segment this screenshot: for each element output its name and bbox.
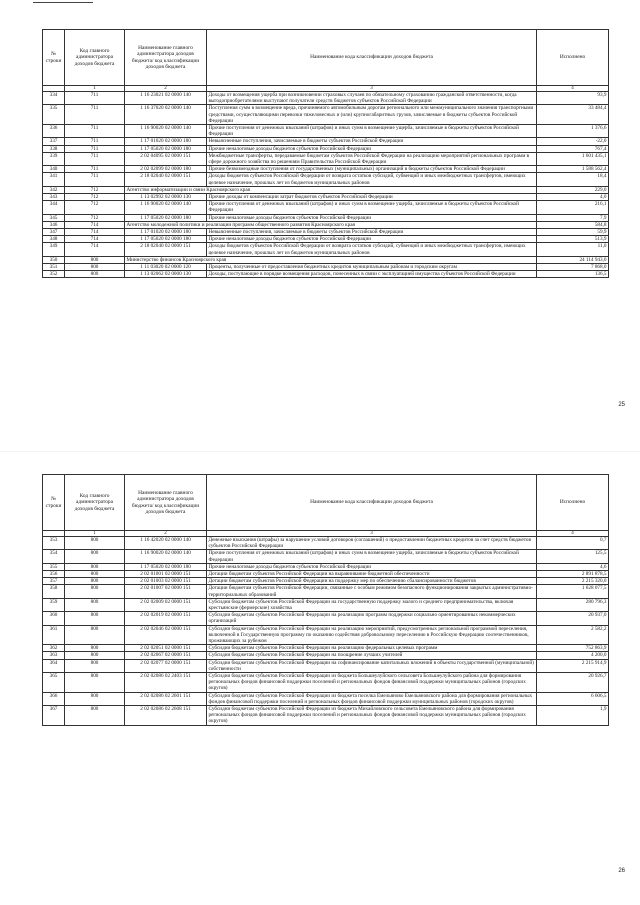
row-number-cell: 352 [43, 271, 65, 278]
admin-code-cell: 800 [65, 652, 125, 659]
row-number-cell: 335 [43, 105, 65, 125]
row-number-cell: 351 [43, 264, 65, 271]
classification-code-cell: 2 18 02040 02 0000 151 [125, 243, 207, 256]
table-row [43, 563, 609, 570]
admin-code-cell: 800 [65, 598, 125, 611]
table-row [43, 645, 609, 652]
executed-amount-cell: 1 376,6 [537, 125, 609, 138]
row-number-cell: 343 [43, 194, 65, 201]
row-number-cell: 362 [43, 645, 65, 652]
classification-code-cell: 1 17 05020 02 0000 180 [125, 236, 207, 243]
classification-code-cell: 1 17 05020 02 0000 180 [125, 563, 207, 570]
table-row [43, 105, 609, 125]
administrator-name-cell: Агентство информатизации и связи Красноярского края [125, 186, 537, 193]
admin-code-cell: 711 [65, 92, 125, 105]
admin-code-cell: 800 [65, 585, 125, 598]
classification-code-cell: 2 02 02077 02 0000 151 [125, 659, 207, 672]
budget-table [42, 474, 609, 726]
table-row [43, 264, 609, 271]
executed-amount-cell: 33 484,4 [537, 105, 609, 125]
column-number: 4 [537, 86, 609, 92]
executed-amount-cell: 0,7 [537, 537, 609, 550]
income-name-cell: Доходы бюджетов субъектов Российской Федерации от возврата остатков субсидий, субвенций и иных межбюджетных трансфертов, имеющих целевое назначение, прошлых лет из бюджетов муниципальных районов [207, 243, 537, 256]
header-name: Наименование кода классификации доходов бюджета [207, 475, 537, 531]
income-name-cell: Субсидии бюджетам субъектов Российской Федерации на софинансирование капитальных вложений в объекты государственной (муниципальной) собственности [207, 659, 537, 672]
executed-amount-cell: 18,4 [537, 173, 609, 186]
executed-amount-cell: 229,0 [537, 186, 609, 193]
classification-code-cell: 2 02 02086 02 2601 151 [125, 692, 207, 705]
table-row [43, 125, 609, 138]
row-number-cell: 367 [43, 706, 65, 726]
row-number-cell: 357 [43, 578, 65, 585]
header-executed: Исполнено [537, 30, 609, 86]
header-row-number: № строки [43, 475, 65, 531]
classification-code-cell: 2 02 02067 02 0000 151 [125, 652, 207, 659]
income-name-cell: Субсидии бюджетам субъектов Российской Федерации на государственную поддержку малого и среднего предпринимательства, включая крестьянские (фермерские) хозяйства [207, 598, 537, 611]
row-number-cell: 365 [43, 673, 65, 693]
admin-code-cell: 800 [65, 645, 125, 652]
classification-code-cell: 1 13 02062 02 0000 130 [125, 271, 207, 278]
income-name-cell: Денежные взыскания (штрафы) за нарушение условий договоров (соглашений) о предоставлении бюджетных кредитов за счет средств бюджетов субъектов Российской Федерации [207, 537, 537, 550]
classification-code-cell: 2 02 02099 02 0000 180 [125, 166, 207, 173]
executed-amount-cell: 2 891 878,5 [537, 571, 609, 578]
income-name-cell: Субсидии бюджетам субъектов Российской Федерации на реализацию федеральных целевых программ [207, 645, 537, 652]
table-row [43, 550, 609, 563]
income-name-cell: Прочие неналоговые доходы бюджетов субъектов Российской Федерации [207, 563, 537, 570]
row-number-cell: 355 [43, 563, 65, 570]
header-row-number: № строки [43, 30, 65, 86]
admin-code-cell: 800 [65, 692, 125, 705]
admin-code-cell: 800 [65, 673, 125, 693]
table-row [43, 271, 609, 278]
executed-amount-cell: 4,6 [537, 563, 609, 570]
administrator-name-cell: Министерство финансов Красноярского края [125, 256, 537, 263]
column-number: 4 [537, 531, 609, 537]
row-number-cell: 356 [43, 571, 65, 578]
income-name-cell: Дотации бюджетам субъектов Российской Федерации на поддержку мер по обеспечению сбалансированности бюджетов [207, 578, 537, 585]
table-row [43, 256, 609, 263]
income-name-cell: Доходы, поступающие в порядке возмещения расходов, понесенных в связи с эксплуатацией имущества субъектов Российской Федерации [207, 271, 537, 278]
income-name-cell: Субсидии бюджетам субъектов Российской Федерации из бюджета поселка Емельяново Емельяновского района для формирования региональных фондов финансовой поддержки поселений и региональных фондов финансовой поддержки муниципальных районов (городских округов) [207, 692, 537, 705]
executed-amount-cell: 767,4 [537, 145, 609, 152]
admin-code-cell: 714 [65, 243, 125, 256]
classification-code-cell: 1 16 90020 02 0000 140 [125, 201, 207, 214]
executed-amount-cell: 136,5 [537, 271, 609, 278]
admin-code-cell: 800 [65, 578, 125, 585]
table-row [43, 166, 609, 173]
table-row [43, 152, 609, 165]
classification-code-cell: 1 16 42020 02 0000 140 [125, 537, 207, 550]
row-number-cell: 345 [43, 214, 65, 221]
admin-code-cell: 800 [65, 612, 125, 625]
table-row [43, 194, 609, 201]
income-name-cell: Дотации бюджетам субъектов Российской Федерации, связанные с особым режимом безопасного функционирования закрытых административно-территориальных образований [207, 585, 537, 598]
classification-code-cell: 2 18 02040 02 0000 151 [125, 173, 207, 186]
admin-code-cell: 712 [65, 186, 125, 193]
admin-code-cell: 711 [65, 152, 125, 165]
row-number-cell: 340 [43, 166, 65, 173]
executed-amount-cell: 280 796,3 [537, 598, 609, 611]
admin-code-cell: 800 [65, 625, 125, 645]
admin-code-cell: 800 [65, 563, 125, 570]
executed-amount-cell: 93,9 [537, 92, 609, 105]
table-header-row [43, 475, 609, 531]
executed-amount-cell: 1,9 [537, 706, 609, 726]
table-row [43, 659, 609, 672]
executed-amount-cell: 7,9 [537, 214, 609, 221]
admin-code-cell: 711 [65, 138, 125, 145]
table-row [43, 652, 609, 659]
income-name-cell: Межбюджетные трансферты, передаваемые бюджетам субъектов Российской Федерации на реализацию мероприятий региональных программ в сфере дорожного хозяйства по решениям Правительства Российской Федерации [207, 152, 537, 165]
admin-code-cell: 800 [65, 256, 125, 263]
column-number: 3 [207, 531, 537, 537]
admin-code-cell: 712 [65, 201, 125, 214]
row-number-cell: 349 [43, 243, 65, 256]
table-row [43, 92, 609, 105]
income-name-cell: Субсидии бюджетам субъектов Российской Федерации на реализацию программ поддержки социально ориентированных некоммерческих организаций [207, 612, 537, 625]
executed-amount-cell: 1 628 077,5 [537, 585, 609, 598]
executed-amount-cell: 2 215 320,0 [537, 578, 609, 585]
classification-code-cell: 2 02 02019 02 0000 151 [125, 612, 207, 625]
admin-code-cell: 800 [65, 537, 125, 550]
executed-amount-cell: 7 868,0 [537, 264, 609, 271]
table-row [43, 229, 609, 236]
income-name-cell: Прочие поступления от денежных взысканий (штрафов) и иных сумм в возмещение ущерба, зачисляемые в бюджеты субъектов Российской Федерации [207, 201, 537, 214]
income-name-cell: Доходы от возмещения ущерба при возникновении страховых случаев по обязательному страхованию гражданской ответственности, когда выгодоприобретателями выступают получатели средств бюджетов субъектов Российской Федерации [207, 92, 537, 105]
classification-code-cell: 2 02 04095 02 0000 151 [125, 152, 207, 165]
admin-code-cell: 711 [65, 145, 125, 152]
admin-code-cell: 800 [65, 571, 125, 578]
classification-code-cell: 2 02 02046 02 0000 151 [125, 625, 207, 645]
table-row [43, 692, 609, 705]
income-name-cell: Прочие неналоговые доходы бюджетов субъектов Российской Федерации [207, 145, 537, 152]
classification-code-cell: 1 11 03020 02 0000 120 [125, 264, 207, 271]
income-name-cell: Прочие неналоговые доходы бюджетов субъектов Российской Федерации [207, 214, 537, 221]
scan-artifact-line [33, 2, 93, 3]
table-body [43, 537, 609, 726]
row-number-cell: 337 [43, 138, 65, 145]
executed-amount-cell: 4 200,0 [537, 652, 609, 659]
classification-code-cell: 1 16 37020 02 0000 140 [125, 105, 207, 125]
row-number-cell: 344 [43, 201, 65, 214]
admin-code-cell: 711 [65, 125, 125, 138]
income-name-cell: Субсидии бюджетам субъектов Российской Федерации на поощрение лучших учителей [207, 652, 537, 659]
row-number-cell: 360 [43, 612, 65, 625]
row-number-cell: 339 [43, 152, 65, 165]
executed-amount-cell: -22,0 [537, 138, 609, 145]
income-name-cell: Субсидии бюджетам субъектов Российской Федерации из бюджета Михайловского сельсовета Емельяновского района для формирования региональных фондов финансовой поддержки поселений и региональных фондов финансовой поддержки муниципальных районов (городских округов) [207, 706, 537, 726]
table-header-row [43, 30, 609, 86]
table-row [43, 236, 609, 243]
executed-amount-cell: 584,8 [537, 221, 609, 228]
admin-code-cell: 711 [65, 166, 125, 173]
table-row [43, 612, 609, 625]
header-classification-code: Наименование главного администратора доходов бюджета/ код классификации доходов бюджета [125, 30, 207, 86]
document-page-2 [0, 452, 640, 904]
table-row [43, 537, 609, 550]
row-number-cell: 358 [43, 585, 65, 598]
executed-amount-cell: 216,1 [537, 201, 609, 214]
row-number-cell: 353 [43, 537, 65, 550]
executed-amount-cell: 2 215 914,9 [537, 659, 609, 672]
table-row [43, 625, 609, 645]
classification-code-cell: 2 02 01003 02 0000 151 [125, 578, 207, 585]
executed-amount-cell: 752 863,9 [537, 645, 609, 652]
executed-amount-cell: 2 582,2 [537, 625, 609, 645]
income-name-cell: Прочие доходы от компенсации затрат бюджетов субъектов Российской Федерации [207, 194, 537, 201]
table-row [43, 571, 609, 578]
table-row [43, 221, 609, 228]
executed-amount-cell: 513,9 [537, 236, 609, 243]
column-number: 2 [125, 86, 207, 92]
row-number-cell: 338 [43, 145, 65, 152]
admin-code-cell: 712 [65, 214, 125, 221]
document-page-1 [0, 0, 640, 452]
row-number-cell: 334 [43, 92, 65, 105]
executed-amount-cell: 4,0 [537, 194, 609, 201]
row-number-cell: 341 [43, 173, 65, 186]
executed-amount-cell: 24 114 943,0 [537, 256, 609, 263]
table-row [43, 243, 609, 256]
table-row [43, 138, 609, 145]
income-name-cell: Прочие безвозмездные поступления от государственных (муниципальных) организаций в бюджеты субъектов Российской Федерации [207, 166, 537, 173]
row-number-cell: 363 [43, 652, 65, 659]
executed-amount-cell: 59,9 [537, 229, 609, 236]
row-number-cell: 354 [43, 550, 65, 563]
classification-code-cell: 2 02 01007 02 0000 151 [125, 585, 207, 598]
row-number-cell: 347 [43, 229, 65, 236]
income-name-cell: Прочие неналоговые доходы бюджетов субъектов Российской Федерации [207, 236, 537, 243]
admin-code-cell: 800 [65, 659, 125, 672]
header-classification-code: Наименование главного администратора доходов бюджета/ код классификации доходов бюджета [125, 475, 207, 531]
admin-code-cell: 800 [65, 264, 125, 271]
column-number: 3 [207, 86, 537, 92]
admin-code-cell: 712 [65, 194, 125, 201]
row-number-cell: 366 [43, 692, 65, 705]
table-row [43, 706, 609, 726]
income-name-cell: Дотации бюджетам субъектов Российской Федерации на выравнивание бюджетной обеспеченности [207, 571, 537, 578]
admin-code-cell: 711 [65, 173, 125, 186]
classification-code-cell: 1 16 23021 02 0000 140 [125, 92, 207, 105]
classification-code-cell: 1 17 01020 02 0000 180 [125, 229, 207, 236]
income-name-cell: Невыясненные поступления, зачисляемые в бюджеты субъектов Российской Федерации [207, 138, 537, 145]
table-row [43, 673, 609, 693]
row-number-cell: 350 [43, 256, 65, 263]
executed-amount-cell: 20 926,7 [537, 673, 609, 693]
classification-code-cell: 1 17 01020 02 0000 180 [125, 138, 207, 145]
table-body [43, 92, 609, 278]
income-name-cell: Поступления сумм в возмещение вреда, причиняемого автомобильным дорогам регионального или межмуниципального значения транспортными средствами, осуществляющими перевозки тяжеловесных и (или) крупногабаритных грузов, зачисляемые в бюджеты субъектов Российской Федерации [207, 105, 537, 125]
income-name-cell: Доходы бюджетов субъектов Российской Федерации от возврата остатков субсидий, субвенций и иных межбюджетных трансфертов, имеющих целевое назначение, прошлых лет из бюджетов муниципальных районов [207, 173, 537, 186]
income-name-cell: Невыясненные поступления, зачисляемые в бюджеты субъектов Российской Федерации [207, 229, 537, 236]
executed-amount-cell: 125,5 [537, 550, 609, 563]
page-number: 26 [618, 868, 625, 874]
classification-code-cell: 2 02 02009 02 0000 151 [125, 598, 207, 611]
header-executed: Исполнено [537, 475, 609, 531]
income-name-cell: Прочие поступления от денежных взысканий (штрафов) и иных сумм в возмещение ущерба, зачисляемые в бюджеты субъектов Российской Федерации [207, 125, 537, 138]
row-number-cell: 336 [43, 125, 65, 138]
row-number-cell: 364 [43, 659, 65, 672]
table-row [43, 214, 609, 221]
table-row [43, 598, 609, 611]
column-number: 1 [65, 86, 125, 92]
classification-code-cell: 1 17 05020 02 0000 180 [125, 145, 207, 152]
classification-code-cell: 1 16 90020 02 0000 140 [125, 550, 207, 563]
executed-amount-cell: 20 937,0 [537, 612, 609, 625]
table-row [43, 201, 609, 214]
row-number-cell: 348 [43, 236, 65, 243]
classification-code-cell: 1 17 05020 02 0000 180 [125, 214, 207, 221]
income-name-cell: Субсидии бюджетам субъектов Российской Федерации на реализацию мероприятий, предусмотренных региональной программой переселения, включенной в Государственную программу по оказанию содействия добровольному переселению в Российскую Федерацию соотечественников, проживающих за рубежом [207, 625, 537, 645]
admin-code-cell: 711 [65, 105, 125, 125]
table-row [43, 186, 609, 193]
table-row [43, 173, 609, 186]
admin-code-cell: 800 [65, 271, 125, 278]
classification-code-cell: 2 02 02051 02 0000 151 [125, 645, 207, 652]
income-name-cell: Прочие поступления от денежных взысканий (штрафов) и иных сумм в возмещение ущерба, зачисляемые в бюджеты субъектов Российской Федерации [207, 550, 537, 563]
classification-code-cell: 2 02 02086 02 2403 151 [125, 673, 207, 693]
column-number: 2 [125, 531, 207, 537]
administrator-name-cell: Агентство молодежной политики и реализации программ общественного развития Красноярского края [125, 221, 537, 228]
classification-code-cell: 2 02 02086 02 2608 151 [125, 706, 207, 726]
column-number: 1 [65, 531, 125, 537]
table-row [43, 585, 609, 598]
executed-amount-cell: 11,0 [537, 243, 609, 256]
admin-code-cell: 714 [65, 236, 125, 243]
income-name-cell: Проценты, полученные от предоставления бюджетных кредитов муниципальным районам и городским округам [207, 264, 537, 271]
classification-code-cell: 1 16 90020 02 0000 140 [125, 125, 207, 138]
executed-amount-cell: 1 601 435,1 [537, 152, 609, 165]
row-number-cell: 346 [43, 221, 65, 228]
row-number-cell: 361 [43, 625, 65, 645]
page-number: 25 [618, 402, 625, 408]
header-name: Наименование кода классификации доходов бюджета [207, 30, 537, 86]
admin-code-cell: 800 [65, 550, 125, 563]
header-admin-code: Код главного администратора доходов бюджета [65, 475, 125, 531]
admin-code-cell: 800 [65, 706, 125, 726]
executed-amount-cell: 1 588 562,4 [537, 166, 609, 173]
admin-code-cell: 714 [65, 229, 125, 236]
budget-table [42, 29, 609, 278]
table-row [43, 578, 609, 585]
classification-code-cell: 1 13 02992 02 0000 130 [125, 194, 207, 201]
header-admin-code: Код главного администратора доходов бюджета [65, 30, 125, 86]
admin-code-cell: 714 [65, 221, 125, 228]
row-number-cell: 342 [43, 186, 65, 193]
table-row [43, 145, 609, 152]
classification-code-cell: 2 02 01001 02 0000 151 [125, 571, 207, 578]
executed-amount-cell: 6 606,5 [537, 692, 609, 705]
income-name-cell: Субсидии бюджетам субъектов Российской Федерации из бюджета Большеулуйского сельсовета Большеулуйского района для формирования региональных фондов финансовой поддержки поселений и региональных фондов финансовой поддержки муниципальных районов (городских округов) [207, 673, 537, 693]
row-number-cell: 359 [43, 598, 65, 611]
